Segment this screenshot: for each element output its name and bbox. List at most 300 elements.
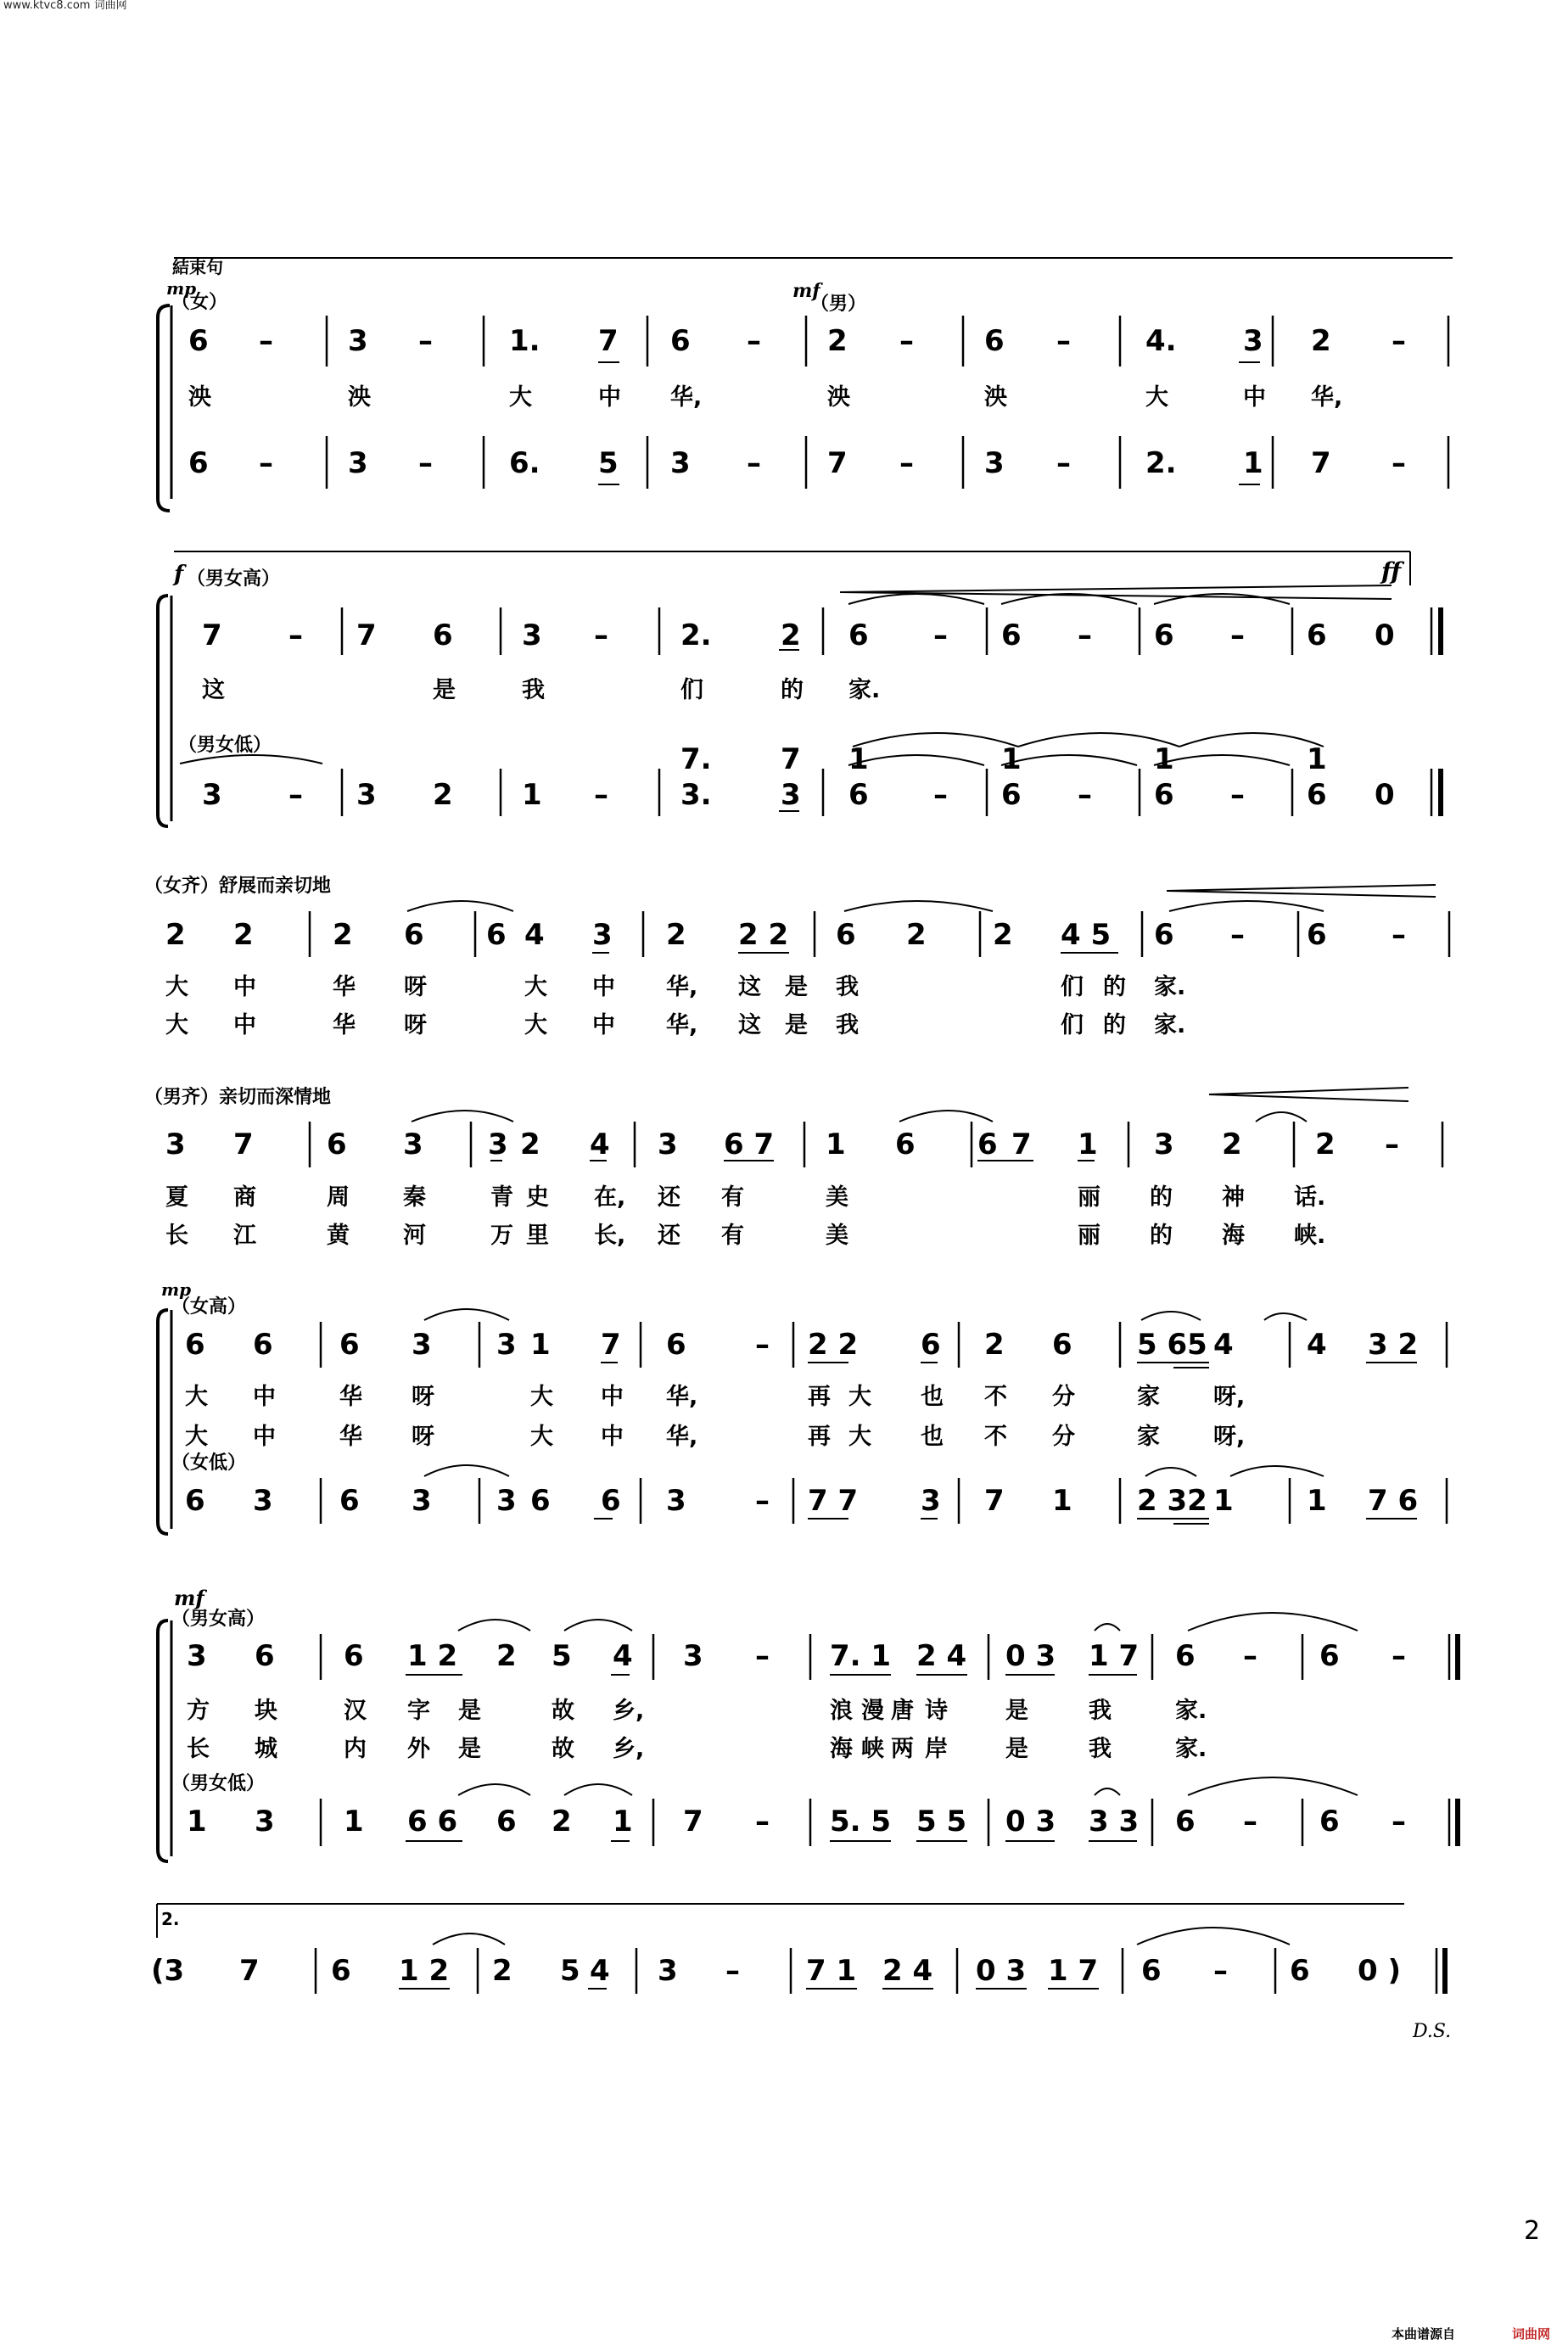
- lyric-char: 神: [1222, 1184, 1245, 1211]
- jianpu-note: 2: [233, 918, 254, 952]
- lyric-char: 分: [1052, 1384, 1075, 1410]
- jianpu-note: 4: [1307, 1328, 1327, 1362]
- jianpu-note: 6: [404, 918, 424, 952]
- jianpu-note: 2: [984, 1328, 1005, 1362]
- jianpu-note: 1: [1307, 1484, 1327, 1518]
- dynamic-mark: mf: [174, 1586, 204, 1610]
- section-label: （女齐）舒展而亲切地: [144, 876, 332, 897]
- page-number: 2: [1524, 2216, 1541, 2246]
- jianpu-note: 3: [403, 1128, 423, 1161]
- jianpu-note: 3: [592, 918, 613, 952]
- lyric-char: 这: [738, 1012, 761, 1038]
- lyric-char: 家.: [1175, 1736, 1207, 1762]
- jianpu-note: 2: [666, 918, 686, 952]
- lyric-char: 呀: [404, 974, 427, 1000]
- jianpu-note: 1: [826, 1128, 846, 1161]
- lyric-char: 黄: [327, 1223, 350, 1249]
- jianpu-note: 7.: [680, 742, 712, 776]
- jianpu-note: 1: [1307, 742, 1327, 776]
- jianpu-note: 3: [255, 1805, 275, 1839]
- jianpu-note: –: [1243, 1805, 1257, 1839]
- jianpu-note: 1: [1052, 1484, 1072, 1518]
- jianpu-note: 6: [1154, 918, 1174, 952]
- jianpu-note: –: [1056, 324, 1071, 358]
- lyric-char: 故: [552, 1736, 574, 1762]
- jianpu-note: 6.: [509, 446, 540, 480]
- jianpu-note: 6: [1001, 618, 1022, 652]
- lyric-char: 华: [333, 1012, 356, 1038]
- lyric-char: 华: [339, 1424, 362, 1450]
- jianpu-note: 6: [666, 1328, 686, 1362]
- lyric-char: 河: [403, 1223, 426, 1249]
- jianpu-note: 6: [185, 1484, 205, 1518]
- voice-label: （女高）: [171, 1296, 247, 1318]
- lyric-char: 的: [1150, 1184, 1173, 1211]
- jianpu-note: 2 4: [882, 1954, 933, 1988]
- voice-label: （女低）: [171, 1452, 247, 1474]
- jianpu-note: 7: [598, 324, 619, 358]
- jianpu-note: 3: [356, 778, 377, 812]
- jianpu-note: 6: [1319, 1639, 1340, 1673]
- lyric-char: 家: [1137, 1384, 1160, 1410]
- jianpu-note: 2 4: [916, 1639, 967, 1673]
- jianpu-note: –: [1230, 618, 1245, 652]
- jianpu-note: 6: [921, 1328, 941, 1362]
- lyric-char: 中: [601, 1424, 624, 1450]
- lyric-char: 们: [1061, 974, 1084, 1000]
- lyric-char: 家.: [1154, 974, 1186, 1000]
- lyric-char: 唐: [891, 1698, 914, 1724]
- jianpu-note: 6: [255, 1639, 275, 1673]
- jianpu-note: 6: [670, 324, 691, 358]
- lyric-char: 呀: [404, 1012, 427, 1038]
- lyric-char: 内: [344, 1736, 367, 1762]
- lyric-char: 华: [339, 1384, 362, 1410]
- lyric-char: 峡.: [1294, 1223, 1326, 1249]
- lyric-char: 秦: [403, 1184, 426, 1211]
- jianpu-note: –: [747, 324, 761, 358]
- jianpu-note: –: [755, 1805, 770, 1839]
- lyric-char: 是: [785, 1012, 808, 1038]
- lyric-char: 话.: [1294, 1184, 1326, 1211]
- jianpu-note: –: [1230, 778, 1245, 812]
- jianpu-note: 3: [781, 778, 801, 812]
- lyric-char: 的: [781, 677, 804, 703]
- jianpu-note: 1: [1213, 1484, 1234, 1518]
- jianpu-note: –: [418, 446, 433, 480]
- dynamic-mark: mf: [792, 280, 820, 302]
- lyric-char: 的: [1103, 974, 1126, 1000]
- lyric-char: 呀,: [1213, 1424, 1246, 1450]
- jianpu-note: 6: [1319, 1805, 1340, 1839]
- section-header: 結束句: [172, 257, 223, 277]
- jianpu-note: 3.: [680, 778, 712, 812]
- lyric-char: 海: [830, 1736, 853, 1762]
- lyric-char: 中: [1243, 384, 1266, 411]
- jianpu-note: 7: [601, 1328, 621, 1362]
- lyric-char: 华,: [666, 974, 698, 1000]
- jianpu-note: –: [899, 446, 914, 480]
- lyric-char: 大: [848, 1424, 871, 1450]
- jianpu-note: 3: [187, 1639, 207, 1673]
- lyric-char: 诗: [925, 1698, 948, 1724]
- site-watermark: www.ktvc8.com 词曲网: [3, 0, 127, 12]
- lyric-char: 的: [1103, 1012, 1126, 1038]
- lyric-char: 大: [165, 1012, 188, 1038]
- lyric-char: 丽: [1078, 1223, 1100, 1249]
- jianpu-note: 1: [187, 1805, 207, 1839]
- lyric-char: 漫: [861, 1698, 884, 1724]
- jianpu-note: –: [1392, 1805, 1406, 1839]
- jianpu-note: 6: [848, 618, 869, 652]
- jianpu-note: 3 3: [1089, 1805, 1140, 1839]
- lyric-char: 大: [530, 1424, 553, 1450]
- jianpu-note: 2: [520, 1128, 540, 1161]
- jianpu-note: 6: [836, 918, 856, 952]
- lyric-char: 呀: [412, 1384, 434, 1410]
- jianpu-note: 5 5: [916, 1805, 967, 1839]
- jianpu-note: 6: [1307, 618, 1327, 652]
- voice-label: （女）: [171, 292, 228, 313]
- lyric-char: 家.: [1175, 1698, 1207, 1724]
- lyric-char: 两: [891, 1736, 914, 1762]
- jianpu-note: 0 ): [1358, 1954, 1402, 1988]
- jianpu-note: 4.: [1145, 324, 1177, 358]
- lyric-char: 美: [826, 1184, 848, 1211]
- lyric-char: 中: [233, 974, 256, 1000]
- jianpu-note: –: [755, 1328, 770, 1362]
- jianpu-note: 1 2: [399, 1954, 450, 1988]
- lyric-char: 中: [233, 1012, 256, 1038]
- jianpu-note: 3: [666, 1484, 686, 1518]
- lyric-char: 华,: [666, 1012, 698, 1038]
- lyric-char: 家.: [848, 677, 881, 703]
- lyric-char: 这: [738, 974, 761, 1000]
- jianpu-note: 3: [348, 446, 368, 480]
- lyric-char: 中: [253, 1384, 276, 1410]
- lyric-char: 是: [1005, 1736, 1028, 1762]
- jianpu-note: 6: [1052, 1328, 1072, 1362]
- jianpu-note: 6: [1001, 778, 1022, 812]
- lyric-char: 华,: [670, 384, 703, 411]
- jianpu-note: –: [755, 1639, 770, 1673]
- jianpu-note: 6: [1141, 1954, 1162, 1988]
- lyric-char: 长: [187, 1736, 210, 1762]
- jianpu-note: 6: [1307, 778, 1327, 812]
- lyric-char: 家: [1137, 1424, 1160, 1450]
- jianpu-note: 3: [658, 1128, 678, 1161]
- lyric-char: 们: [680, 677, 703, 703]
- lyric-char: 是: [433, 677, 456, 703]
- jianpu-note: 1: [1001, 742, 1022, 776]
- voice-label: （男）: [810, 294, 867, 315]
- dynamic-mark: mp: [161, 1279, 192, 1300]
- lyric-char: 大: [509, 384, 532, 411]
- jianpu-note: 4: [590, 1128, 610, 1161]
- jianpu-note: –: [1392, 446, 1406, 480]
- jianpu-note: 6: [1290, 1954, 1310, 1988]
- lyric-char: 大: [185, 1424, 208, 1450]
- jianpu-note: –: [288, 618, 303, 652]
- lyric-char: 是: [785, 974, 808, 1000]
- jianpu-note: (3: [151, 1954, 185, 1988]
- lyric-char: 这: [202, 677, 225, 703]
- lyric-char: 大: [165, 974, 188, 1000]
- lyric-char: 大: [848, 1384, 871, 1410]
- lyric-char: 汉: [344, 1698, 367, 1724]
- jianpu-note: 6: [188, 446, 209, 480]
- lyric-char: 岸: [925, 1736, 948, 1762]
- lyric-char: 还: [658, 1223, 680, 1249]
- jianpu-note: 6: [339, 1484, 360, 1518]
- lyric-char: 有: [721, 1184, 744, 1211]
- voice-label: （男女高）: [171, 1609, 266, 1630]
- jianpu-note: 3: [496, 1484, 517, 1518]
- jianpu-note: 4: [590, 1954, 610, 1988]
- jianpu-note: 6: [253, 1328, 273, 1362]
- jianpu-note: 3: [984, 446, 1005, 480]
- jianpu-note: 7: [781, 742, 801, 776]
- jianpu-note: 0: [1375, 778, 1395, 812]
- jianpu-note: 2: [781, 618, 801, 652]
- jianpu-note: 6: [433, 618, 453, 652]
- jianpu-note: 6: [185, 1328, 205, 1362]
- lyric-char: 我: [522, 677, 545, 703]
- jianpu-note: 3: [1243, 324, 1263, 358]
- jianpu-note: 0 3: [1005, 1639, 1056, 1673]
- jianpu-note: 2 32: [1137, 1484, 1207, 1518]
- lyric-char: 大: [530, 1384, 553, 1410]
- jianpu-note: –: [1213, 1954, 1228, 1988]
- jianpu-note: 6 6: [407, 1805, 458, 1839]
- lyric-char: 中: [253, 1424, 276, 1450]
- dynamic-mark: mp: [166, 278, 197, 299]
- jianpu-note: –: [755, 1484, 770, 1518]
- footer-source-text: 本曲谱源自: [1392, 2326, 1456, 2342]
- jianpu-note: 6: [344, 1639, 364, 1673]
- jianpu-note: 7: [233, 1128, 254, 1161]
- jianpu-note: 6: [496, 1805, 517, 1839]
- jianpu-note: –: [594, 618, 608, 652]
- jianpu-note: 6: [331, 1954, 351, 1988]
- lyric-char: 海: [1222, 1223, 1245, 1249]
- jianpu-note: 3: [670, 446, 691, 480]
- jianpu-note: –: [725, 1954, 740, 1988]
- jianpu-note: 6: [848, 778, 869, 812]
- lyric-char: 城: [255, 1736, 277, 1762]
- jianpu-note: 1 7: [1089, 1639, 1140, 1673]
- jianpu-note: 3: [683, 1639, 703, 1673]
- lyric-char: 故: [552, 1698, 574, 1724]
- jianpu-note: 7 6: [1368, 1484, 1419, 1518]
- jianpu-note: 7 7: [808, 1484, 859, 1518]
- jianpu-note: 1: [344, 1805, 364, 1839]
- lyric-char: 长: [165, 1223, 188, 1249]
- jianpu-note: –: [899, 324, 914, 358]
- footer-brand: 词曲网: [1512, 2326, 1551, 2342]
- jianpu-note: –: [594, 778, 608, 812]
- jianpu-note: 6: [1154, 778, 1174, 812]
- lyric-char: 还: [658, 1184, 680, 1211]
- jianpu-note: 3 2: [1368, 1328, 1419, 1362]
- lyric-char: 中: [592, 974, 615, 1000]
- jianpu-note: 3: [253, 1484, 273, 1518]
- lyric-char: 美: [826, 1223, 848, 1249]
- jianpu-note: 3: [522, 618, 542, 652]
- jianpu-note: 3: [412, 1484, 432, 1518]
- lyric-char: 泱: [188, 384, 211, 411]
- jianpu-note: –: [1078, 778, 1092, 812]
- lyric-char: 再: [808, 1424, 831, 1450]
- jianpu-note: 7: [356, 618, 377, 652]
- ds-marking: D.S.: [1413, 2021, 1452, 2042]
- jianpu-note: 5: [552, 1639, 572, 1673]
- jianpu-note: 4: [524, 918, 545, 952]
- jianpu-note: –: [259, 446, 273, 480]
- jianpu-note: 1: [848, 742, 869, 776]
- jianpu-note: 6: [1175, 1805, 1196, 1839]
- jianpu-note: 1: [1243, 446, 1263, 480]
- lyric-char: 呀: [412, 1424, 434, 1450]
- dynamic-mark: f: [174, 562, 184, 587]
- ending-marker: 2.: [161, 1909, 180, 1929]
- jianpu-note: 3: [921, 1484, 941, 1518]
- lyric-char: 中: [598, 384, 621, 411]
- jianpu-note: –: [933, 778, 948, 812]
- jianpu-note: –: [288, 778, 303, 812]
- jianpu-note: 7: [1311, 446, 1331, 480]
- lyric-char: 外: [407, 1736, 430, 1762]
- lyric-char: 泱: [984, 384, 1007, 411]
- lyric-char: 分: [1052, 1424, 1075, 1450]
- lyric-char: 是: [1005, 1698, 1028, 1724]
- jianpu-note: 0 3: [1005, 1805, 1056, 1839]
- lyric-char: 的: [1150, 1223, 1173, 1249]
- jianpu-note: 6: [530, 1484, 551, 1518]
- lyric-char: 我: [836, 1012, 859, 1038]
- jianpu-note: 1.: [509, 324, 540, 358]
- jianpu-note: 6: [188, 324, 209, 358]
- jianpu-note: 7 1: [806, 1954, 857, 1988]
- jianpu-note: 5. 5: [830, 1805, 892, 1839]
- lyric-char: 是: [458, 1736, 481, 1762]
- jianpu-note: 2.: [1145, 446, 1177, 480]
- jianpu-note: 6: [1175, 1639, 1196, 1673]
- jianpu-note: 1: [522, 778, 542, 812]
- dynamic-mark: ff: [1381, 557, 1402, 585]
- jianpu-note: –: [933, 618, 948, 652]
- voice-label: （男女低）: [178, 735, 272, 756]
- lyric-char: 华,: [666, 1424, 698, 1450]
- lyric-char: 有: [721, 1223, 744, 1249]
- lyric-char: 中: [601, 1384, 624, 1410]
- jianpu-note: –: [1392, 918, 1406, 952]
- jianpu-note: 2: [827, 324, 848, 358]
- lyric-char: 在,: [594, 1184, 626, 1211]
- lyric-char: 我: [1089, 1698, 1112, 1724]
- jianpu-note: –: [1056, 446, 1071, 480]
- voice-label: （男女高）: [187, 568, 281, 590]
- lyric-char: 大: [185, 1384, 208, 1410]
- lyric-char: 字: [407, 1698, 430, 1724]
- jianpu-note: 3: [202, 778, 222, 812]
- jianpu-note: 1: [530, 1328, 551, 1362]
- lyric-char: 商: [233, 1184, 256, 1211]
- jianpu-note: 6: [339, 1328, 360, 1362]
- jianpu-note: 2: [333, 918, 353, 952]
- jianpu-note: –: [1243, 1639, 1257, 1673]
- lyric-char: 大: [524, 974, 547, 1000]
- lyric-char: 华,: [666, 1384, 698, 1410]
- jianpu-note: 2: [993, 918, 1013, 952]
- jianpu-note: 3: [165, 1128, 186, 1161]
- lyric-char: 不: [984, 1384, 1007, 1410]
- lyric-char: 周: [327, 1184, 350, 1211]
- lyric-char: 呀,: [1213, 1384, 1246, 1410]
- lyric-char: 华,: [1311, 384, 1343, 411]
- jianpu-note: 6: [984, 324, 1005, 358]
- jianpu-note: 1: [613, 1805, 633, 1839]
- jianpu-note: 0: [1375, 618, 1395, 652]
- jianpu-note: 7: [984, 1484, 1005, 1518]
- jianpu-note: –: [1385, 1128, 1399, 1161]
- jianpu-note: 3: [488, 1128, 508, 1161]
- jianpu-note: –: [1230, 918, 1245, 952]
- jianpu-note: 5 65: [1137, 1328, 1207, 1362]
- lyric-char: 方: [187, 1698, 210, 1724]
- lyric-char: 乡,: [613, 1698, 645, 1724]
- jianpu-note: 3: [348, 324, 368, 358]
- lyric-char: 浪: [830, 1698, 853, 1724]
- jianpu-note: 4: [1213, 1328, 1234, 1362]
- lyric-char: 是: [458, 1698, 481, 1724]
- jianpu-note: 2.: [680, 618, 712, 652]
- lyric-char: 华: [333, 974, 356, 1000]
- jianpu-note: 3: [412, 1328, 432, 1362]
- jianpu-note: 2 2: [738, 918, 789, 952]
- jianpu-note: 6 7: [724, 1128, 775, 1161]
- lyric-char: 丽: [1078, 1184, 1100, 1211]
- section-label: （男齐）亲切而深情地: [144, 1087, 332, 1108]
- lyric-char: 青: [490, 1184, 513, 1211]
- lyric-char: 不: [984, 1424, 1007, 1450]
- jianpu-note: 7. 1: [830, 1639, 892, 1673]
- lyric-char: 长,: [594, 1223, 626, 1249]
- jianpu-note: 7: [202, 618, 222, 652]
- jianpu-note: 7: [683, 1805, 703, 1839]
- jianpu-note: –: [1392, 324, 1406, 358]
- jianpu-note: 6: [1154, 618, 1174, 652]
- lyric-char: 大: [524, 1012, 547, 1038]
- jianpu-note: –: [1392, 1639, 1406, 1673]
- lyric-char: 也: [921, 1384, 944, 1410]
- jianpu-note: 3: [496, 1328, 517, 1362]
- jianpu-note: 2 2: [808, 1328, 859, 1362]
- jianpu-note: 5: [560, 1954, 580, 1988]
- jianpu-note: –: [418, 324, 433, 358]
- lyric-char: 大: [1145, 384, 1168, 411]
- lyric-char: 们: [1061, 1012, 1084, 1038]
- jianpu-note: 2: [1311, 324, 1331, 358]
- jianpu-note: –: [259, 324, 273, 358]
- jianpu-note: 7: [1011, 1128, 1032, 1161]
- jianpu-note: 6: [977, 1128, 998, 1161]
- lyric-char: 泱: [827, 384, 850, 411]
- jianpu-note: 4 5: [1061, 918, 1112, 952]
- lyric-char: 我: [1089, 1736, 1112, 1762]
- jianpu-note: 3: [1154, 1128, 1174, 1161]
- jianpu-note: 1: [1078, 1128, 1098, 1161]
